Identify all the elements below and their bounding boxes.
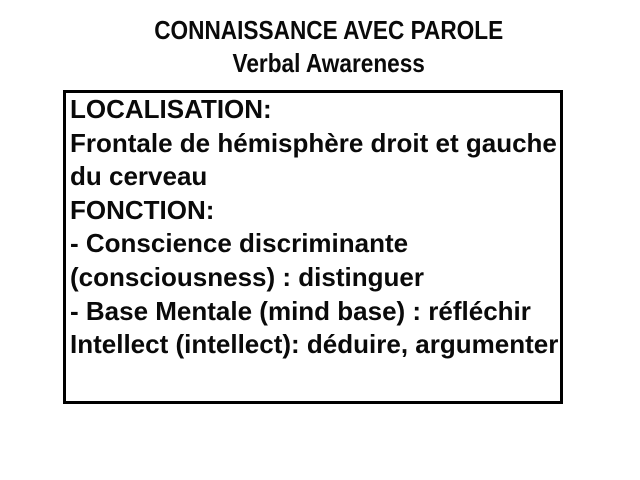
box-line: - Conscience discriminante bbox=[70, 228, 409, 259]
title-line-french: CONNAISSANCE AVEC PAROLE bbox=[154, 15, 504, 45]
box-line: (consciousness) : distinguer bbox=[70, 261, 424, 292]
slide-title bbox=[42, 14, 599, 80]
box-line: - Base Mentale (mind base) : réfléchir bbox=[70, 295, 531, 326]
box-line-localisation-heading: LOCALISATION: bbox=[70, 94, 272, 124]
title-line-english: Verbal Awareness bbox=[232, 48, 425, 78]
box-line: Intellect (intellect): déduire, argumenter bbox=[70, 329, 559, 360]
box-line: du cerveau bbox=[70, 161, 208, 192]
box-line-fonction-heading: FONCTION: bbox=[70, 194, 215, 225]
content-box bbox=[63, 90, 563, 404]
box-line: Frontale de hémisphère droit et gauche bbox=[70, 127, 557, 158]
